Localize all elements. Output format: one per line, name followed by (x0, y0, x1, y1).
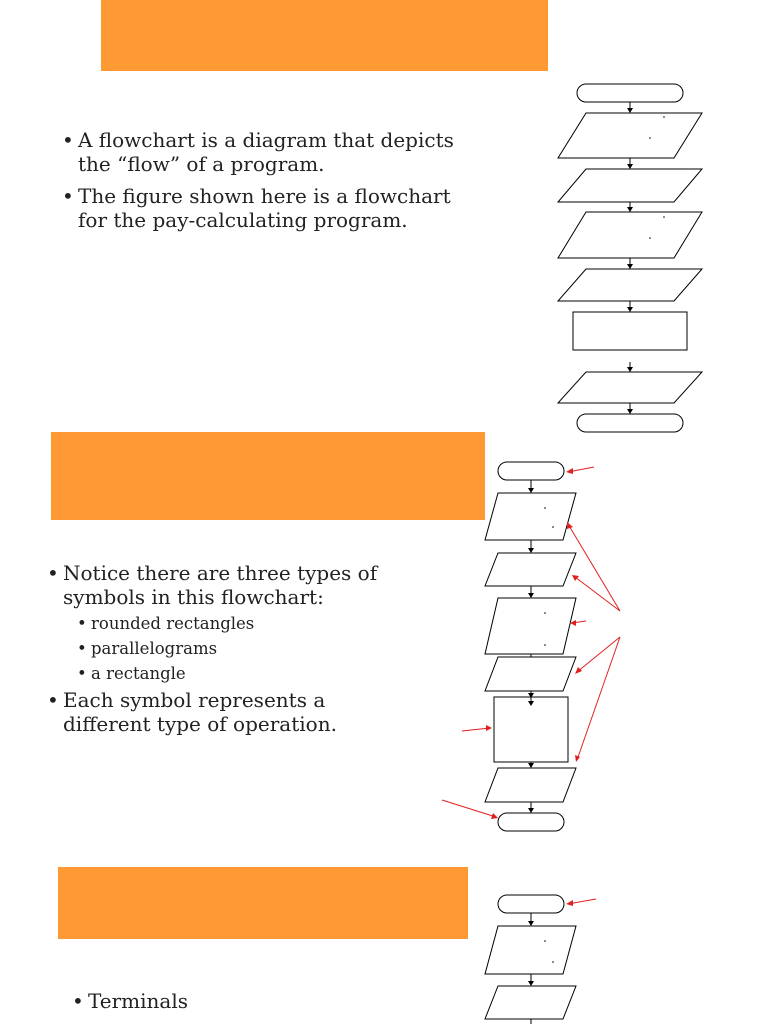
flowchart-start-terminal (498, 895, 564, 913)
annotation-arrows (566, 899, 596, 906)
sub-bullet-parallelograms: • parallelograms (77, 636, 407, 661)
slide2-bullet-2: • Each symbol represents a different type of operation. (47, 688, 407, 736)
slide3-bullet-1: • Terminals (72, 989, 412, 1013)
sub-bullet-a-rectangle: • a rectangle (77, 661, 407, 686)
slide1-bullet-1: • A flowchart is a diagram that depicts the “flow” of a program. (62, 128, 462, 176)
slide2-bullet-1: • Notice there are three types of symbols in this flowchart: (47, 561, 407, 609)
sub-bullet-rounded-rectangles: • rounded rectangles (77, 611, 407, 636)
slide1-bullet-2: • The figure shown here is a flowchart for the pay-calculating program. (62, 184, 462, 232)
flowchart-output-parallelogram-1 (485, 986, 576, 1019)
flowchart-input-parallelogram-1 (485, 926, 576, 974)
